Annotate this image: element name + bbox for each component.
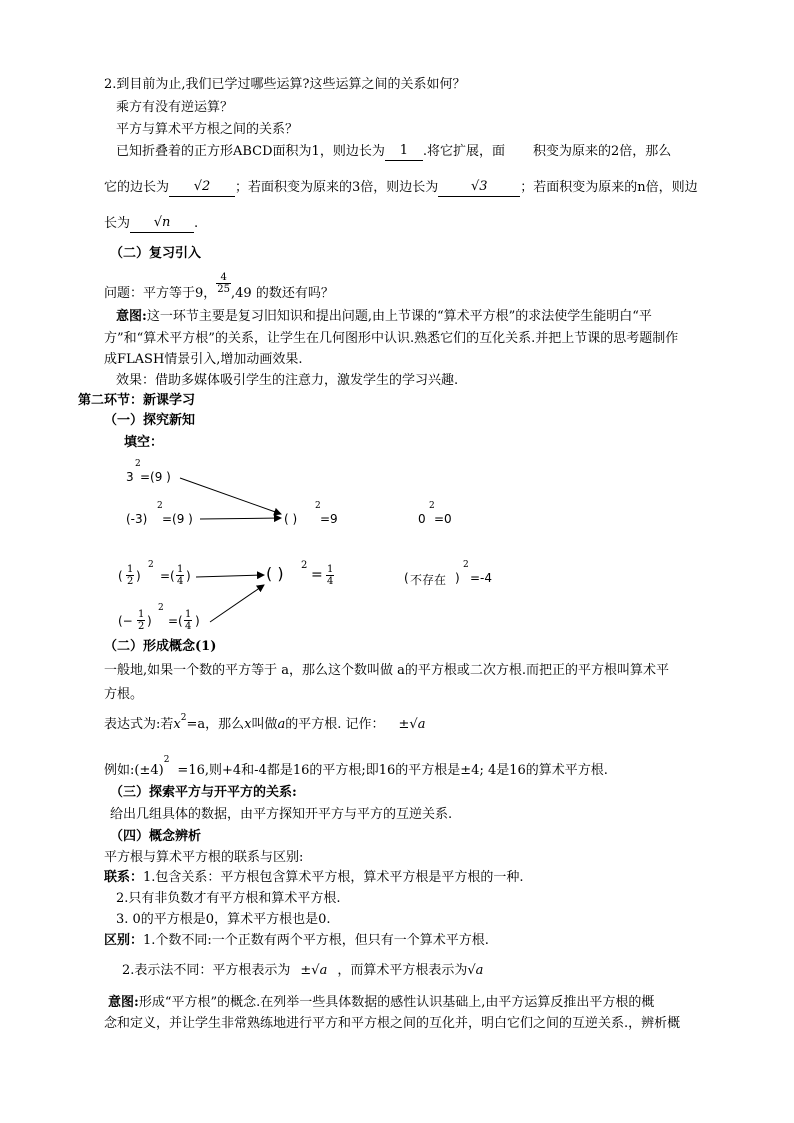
half-eq: =( [160,569,175,583]
square-text-b: .将它扩展，面 [422,144,505,159]
neghalf-q-num: 1 [185,609,192,620]
concept1-heading: （二）形成概念(1) [104,639,217,654]
quarter-den: 4 [177,576,184,587]
half-den: 2 [127,576,134,587]
concept4-intro: 平方根与算术平方根的联系与区别: [104,850,304,865]
concept4-intent-label: 意图: [108,995,139,1010]
concept4-heading: （四）概念辨析 [110,829,202,844]
target1-parens: ( ) [284,512,298,526]
half-open: ( [118,569,123,583]
square-text-e: ；若面积变为原来的3倍，则边长为 [235,180,439,195]
target2-num: 1 [327,564,334,575]
review-effect: 效果：借助多媒体吸引学生的注意力，激发学生的学习兴趣. [116,373,459,388]
concept4-intent-text-1: 形成“平方根”的概念.在列举一些具体数据的感性认识基础上,由平方运算反推出平方根的概 [138,995,655,1010]
inverse-question: 乘方有没有逆运算？ [116,100,234,115]
square-text-g: 长为 [104,216,131,231]
concept4-intent-2: 念和定义，并让学生非常熟练地进行平方和平方根之间的互化并，明白它们之间的互逆关系.，辨析概 [104,1016,681,1031]
square-text-c: 积变为原来的2倍，那么 [532,144,672,159]
target2-den: 4 [327,576,334,587]
eq1-exp: 2 [135,459,141,469]
eq1-rhs: =(9 ) [140,470,171,484]
concept4-intent-1 [108,994,654,1012]
blank-sqrt3: √3 [438,178,520,197]
neghalf-exp: 2 [158,603,164,613]
link-2: 2.只有非负数才有平方根和算术平方根. [116,891,341,906]
expression-line [104,713,426,735]
explore-heading: （一）探究新知 [104,413,196,428]
concept3-heading: （三）探索平方与开平方的关系: [110,785,297,800]
review-intent-2: 方”和“算术平方根”的关系，让学生在几何图形中认识.熟悉它们的互化关系.并把上节课的思考题制作 [104,331,679,346]
neghalf-num: 1 [138,609,145,620]
eq1-base: 3 [126,470,134,484]
target2-parens: ( ) [266,564,284,583]
eq2-rhs: =(9 ) [162,512,193,526]
arrow-3 [196,575,264,577]
neghalf-fraction [137,609,145,632]
example-exp: 2 [163,755,170,765]
expr-x: x [173,717,181,732]
target2-exp: 2 [301,560,308,571]
target1-exp: 2 [315,501,321,511]
zero-exp: 2 [429,501,435,511]
eq2-base: (-3) [126,512,148,526]
example-line [104,755,608,781]
question-2: 2.到目前为止,我们已学过哪些运算?这些运算之间的关系如何？ [104,77,466,92]
half-exp: 2 [148,560,154,570]
neghalf-open: (− [118,614,133,628]
neghalf-end: ) [195,614,200,628]
diff-1 [104,932,489,950]
zero-rhs: =0 [434,512,452,526]
neg-label: 不存在 [410,573,447,587]
expr-f: 的平方根. 记作： [285,717,385,732]
link-text-1: 1.包含关系：平方根包含算术平方根，算术平方根是平方根的一种. [143,870,524,885]
neghalf-eq: =( [168,614,183,628]
definition-2: 方根。 [104,687,144,702]
section2-heading: 第二环节：新课学习 [78,393,196,408]
target1-rhs: =9 [320,512,338,526]
review-question-b: ,49 的数还有吗？ [231,286,334,301]
square-text-f: ；若面积变为原来的n倍，则边 [520,180,698,195]
expr-c: x [244,717,252,732]
link-label: 联系： [104,870,144,885]
diff-2 [122,962,483,980]
neg-close: ) [455,571,460,585]
neg-exp: 2 [463,560,469,570]
expr-d: 叫做 [251,717,278,732]
fraction-den: 25 [217,284,231,295]
neg-open: ( [404,571,409,585]
half-end: ) [186,569,191,583]
diff-2b: ，而算术平方根表示为 [337,963,468,978]
review-intent-3: 成FLASH情景引入,增加动画效果. [104,352,303,367]
expr-a: 表达式为:若 [104,717,174,732]
half-close: ) [136,569,141,583]
square-text-h: . [194,216,199,231]
neghalf-q-den: 4 [185,621,192,632]
expr-symbol: ±√a [398,717,426,732]
review-heading: （二）复习引入 [110,246,202,261]
fraction-num: 4 [216,272,231,284]
target2-eq: = [311,567,323,583]
relation-question: 平方与算术平方根之间的关系？ [116,122,299,137]
target2-fraction [326,564,334,587]
blank-sqrtn: √n [130,214,194,233]
square-text-d: 它的边长为 [104,180,170,195]
quarter-num: 1 [177,564,184,575]
fill-label: 填空： [124,435,164,450]
arrow-2 [200,518,281,519]
half-fraction [126,564,134,587]
quarter-fraction [176,564,184,587]
link-1 [104,869,524,887]
zero-base: 0 [418,512,426,526]
blank-sqrt2: √2 [169,178,235,197]
arrow-1 [180,478,281,514]
arrow-4 [210,585,264,622]
blank-side-1: 1 [385,142,423,161]
link-3: 3. 0的平方根是0，算术平方根也是0. [116,912,331,927]
neghalf-den: 2 [138,621,145,632]
intent-text-1: 这一环节主要是复习旧知识和提出问题,由上节课的“算术平方根”的求法使学生能明白“平 [146,309,652,324]
diff-2a: 2.表示法不同：平方根表示为 [122,963,291,978]
diff-symbol-sqrt: √a [467,963,484,978]
neghalf-quarter [184,609,192,632]
half-num: 1 [127,564,134,575]
example-a: 例如:(±4) [104,763,164,778]
intent-label: 意图: [116,309,147,324]
expr-exp: 2 [180,713,187,723]
eq2-exp: 2 [157,501,163,511]
square-text-a: 已知折叠着的正方形ABCD面积为1，则边长为 [116,144,385,159]
neg-rhs: =-4 [470,571,493,585]
definition-1: 一般地,如果一个数的平方等于 a，那么这个数叫做 a的平方根或二次方根.而把正的平方根叫算术平 [104,663,670,678]
diff-symbol-pm: ±√a [300,963,328,978]
expr-b: =a，那么 [186,717,245,732]
expr-e: a [277,717,286,732]
review-question-a: 问题：平方等于9， [104,286,217,301]
concept3-text: 给出几组具体的数据，由平方探知开平方与平方的互逆关系. [110,807,453,822]
neghalf-close: ) [147,614,152,628]
example-b: =16,则+4和-4都是16的平方根;即16的平方根是±4; 4是16的算术平方根. [177,763,608,778]
diff-text-1: 1.个数不同:一个正数有两个平方根，但只有一个算术平方根. [143,933,489,948]
diff-label: 区别： [104,933,144,948]
